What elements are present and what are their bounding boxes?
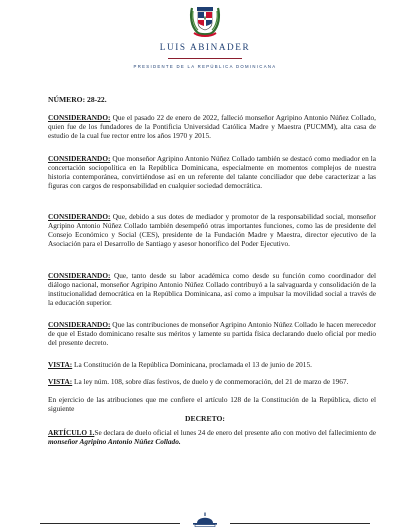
considerando-text: Que, tanto desde su labor académica como desde su función como coordinador del diálogo nacional, monseñor Agripino Antonio Núñez Collado contribuyó a la salvaguarda y consolidación de la institucionalidad democrática en la República Dominicana, así como a impulsar la movilidad social a través de la educación superior. xyxy=(48,271,376,308)
considerando-1 xyxy=(48,113,376,140)
considerando-text: Que el pasado 22 de enero de 2022, falleció monseñor Agripino Antonio Núñez Collado, quien fue de los fundadores de la Pontificia Universidad Católica Madre y Maestra (PUCMM), alta casa de estudio de la cual fue rector entre los años 1970 y 2015. xyxy=(48,113,376,141)
coat-of-arms-icon xyxy=(188,2,222,38)
palace-dome-icon xyxy=(190,511,220,527)
considerando-lead: CONSIDERANDO: xyxy=(48,154,111,163)
vista-lead: VISTA: xyxy=(48,360,73,369)
preamble: En ejercicio de las atribuciones que me confiere el artículo 128 de la Constitución de la República, dicto el siguiente xyxy=(48,395,376,414)
articulo-text: Se declara de duelo oficial el lunes 24 de enero del presente año con motivo del fallecimiento de xyxy=(94,428,376,437)
considerando-2 xyxy=(48,154,376,190)
vista-1 xyxy=(48,360,376,369)
considerando-lead: CONSIDERANDO: xyxy=(48,271,111,280)
letterhead-name: LUIS ABINADER xyxy=(159,42,251,52)
considerando-5 xyxy=(48,320,376,347)
considerando-3 xyxy=(48,212,376,248)
decreto-heading: DECRETO: xyxy=(185,414,225,423)
considerando-4 xyxy=(48,271,376,307)
considerando-text: Que las contribuciones de monseñor Agripino Antonio Núñez Collado le hacen merecedor de que el Estado dominicano resalte sus méritos y lamente su partida física declarando duelo oficial por medio del presente decreto. xyxy=(48,320,376,348)
vista-text: La ley núm. 108, sobre días festivos, de duelo y de conmemoración, del 21 de marzo de 1967. xyxy=(72,377,349,386)
considerando-lead: CONSIDERANDO: xyxy=(48,113,111,122)
footer-rule-left xyxy=(40,523,180,524)
articulo-1 xyxy=(48,428,376,446)
considerando-lead: CONSIDERANDO: xyxy=(48,212,111,221)
articulo-emphasis: monseñor Agripino Antonio Núñez Collado. xyxy=(48,437,181,447)
letterhead-subtitle: PRESIDENTE DE LA REPÚBLICA DOMINICANA xyxy=(133,64,277,69)
vista-2 xyxy=(48,377,376,386)
letterhead-divider xyxy=(168,58,242,59)
footer-rule-right xyxy=(230,523,370,524)
vista-text: La Constitución de la República Dominicana, proclamada el 13 de junio de 2015. xyxy=(72,360,312,369)
considerando-text: Que monseñor Agripino Antonio Núñez Collado también se destacó como mediador en la concertación sociopolítica en la República Dominicana, especialmente en momentos complejos de nuestra historia contemporánea, convirtiéndose así en un referente del talante conciliador que debe caracterizar a las figuras con cargos de responsabilidad en cualquier sociedad democrática. xyxy=(48,154,376,191)
decree-number: NÚMERO: 28-22. xyxy=(48,95,107,104)
considerando-lead: CONSIDERANDO: xyxy=(48,320,111,329)
vista-lead: VISTA: xyxy=(48,377,73,386)
considerando-text: Que, debido a sus dotes de mediador y promotor de la responsabilidad social, monseñor Agripino Antonio Núñez Collado también desempeñó otras importantes funciones, como las de presidente del Consejo Económico y Social (CES), presidente de la Fundación Madre y Maestra, director ejecutivo de la Asociación para el Desarrollo de Santiago y asesor honorífico del Poder Ejecutivo. xyxy=(48,212,376,249)
articulo-lead: ARTÍCULO 1. xyxy=(48,428,95,437)
